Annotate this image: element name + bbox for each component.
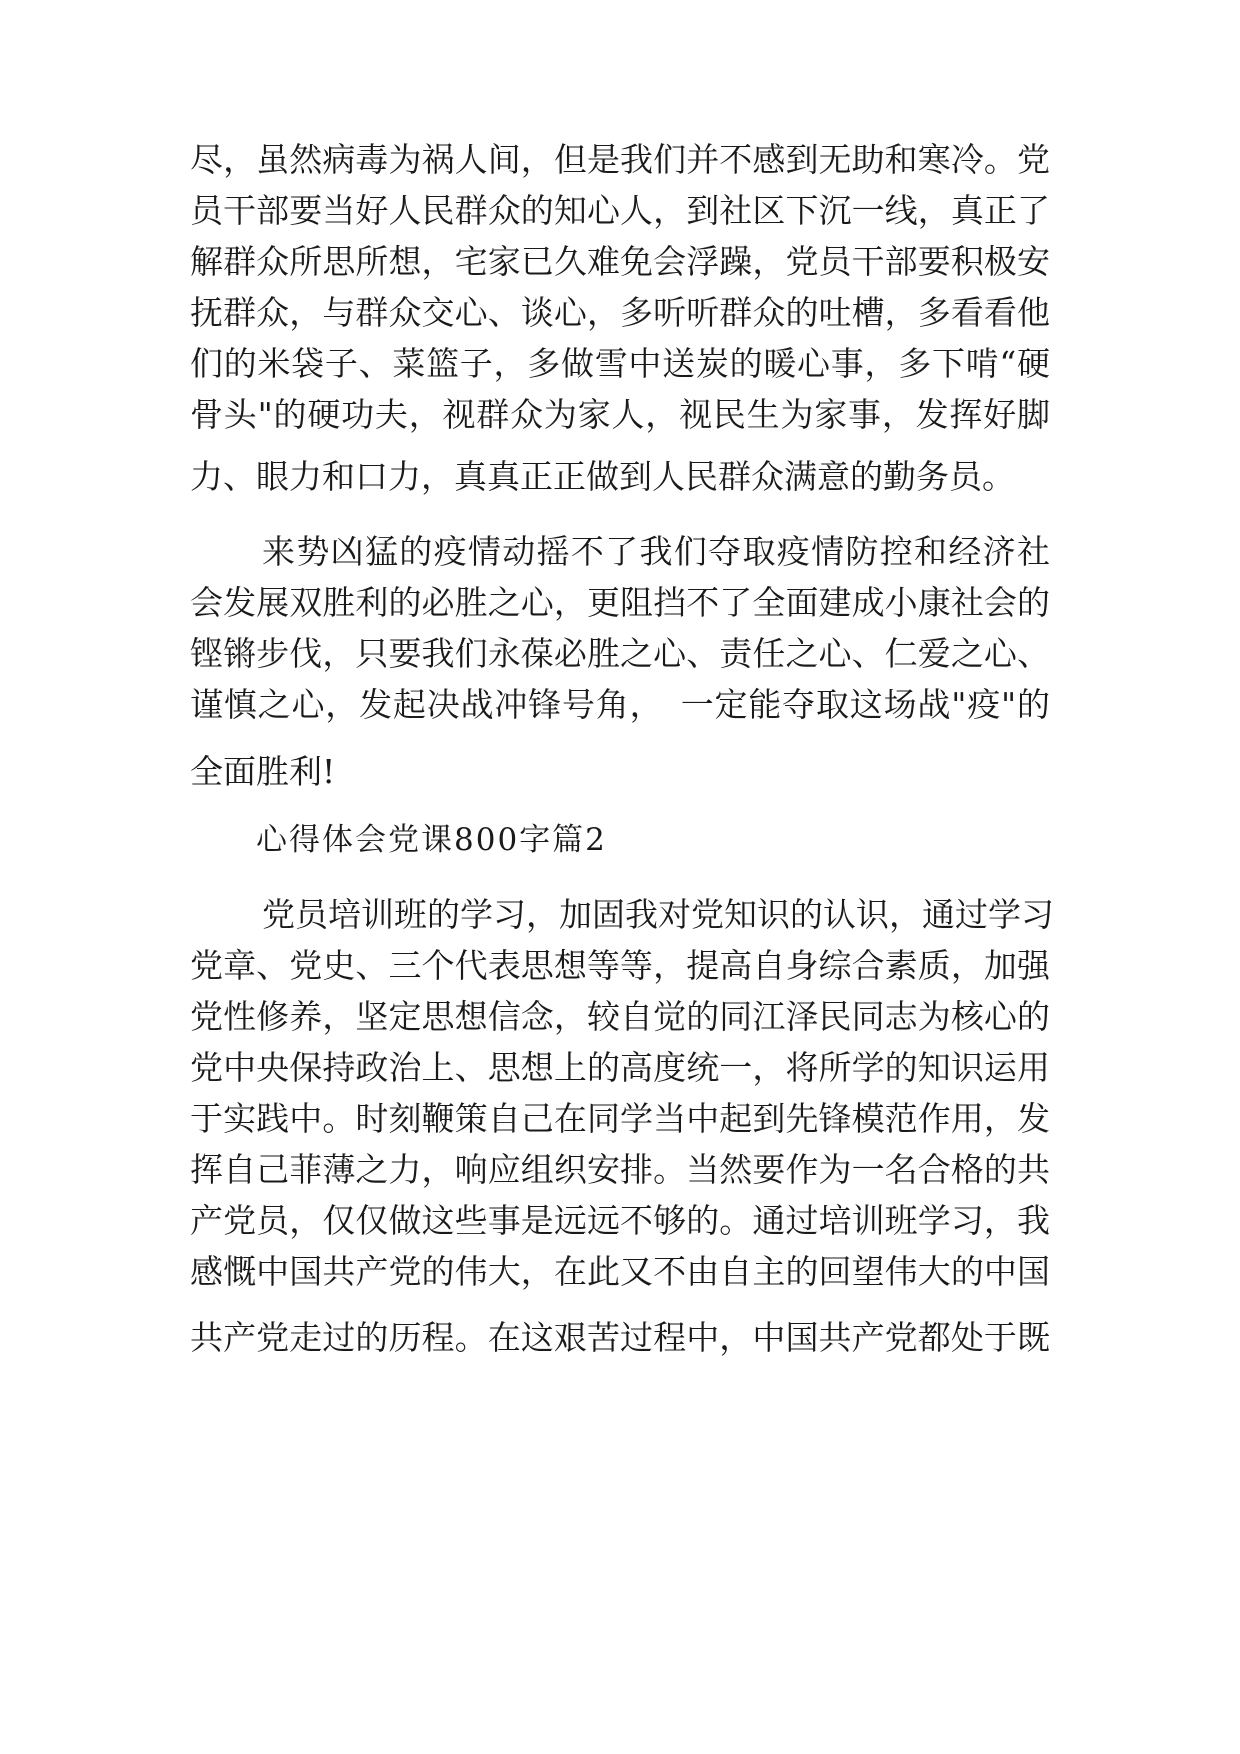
text-line: 产党员，仅仅做这些事是远远不够的。通过培训班学习，我 xyxy=(190,1201,1050,1240)
text-line: 来势凶猛的疫情动摇不了我们夺取疫情防控和经济社 xyxy=(262,532,1050,571)
text-line: 党章、党史、三个代表思想等等，提高自身综合素质，加强 xyxy=(190,946,1050,985)
text-line: 挥自己菲薄之力，响应组织安排。当然要作为一名合格的共 xyxy=(190,1150,1050,1189)
text-line: 会发展双胜利的必胜之心，更阻挡不了全面建成小康社会的 xyxy=(190,583,1050,622)
text-line: 感慨中国共产党的伟大，在此又不由自主的回望伟大的中国 xyxy=(190,1252,1050,1291)
text-line: 员干部要当好人民群众的知心人，到社区下沉一线，真正了 xyxy=(190,191,1050,230)
text-line: 骨头"的硬功夫，视群众为家人，视民生为家事，发挥好脚 xyxy=(190,395,1050,434)
text-line: 于实践中。时刻鞭策自己在同学当中起到先锋模范作用，发 xyxy=(190,1099,1050,1138)
text-line: 谨慎之心，发起决战冲锋号角， 一定能夺取这场战"疫"的 xyxy=(190,685,1050,724)
text-line: 解群众所思所想，宅家已久难免会浮躁，党员干部要积极安 xyxy=(190,242,1050,281)
text-line: 尽，虽然病毒为祸人间，但是我们并不感到无助和寒冷。党 xyxy=(190,140,1050,179)
text-line: 共产党走过的历程。在这艰苦过程中，中国共产党都处于既 xyxy=(190,1318,1050,1357)
section-heading: 心得体会党课800字篇2 xyxy=(256,822,607,858)
text-line: 抚群众，与群众交心、谈心，多听听群众的吐槽，多看看他 xyxy=(190,293,1050,332)
text-line: 全面胜利! xyxy=(190,752,336,791)
text-line: 党中央保持政治上、思想上的高度统一，将所学的知识运用 xyxy=(190,1048,1050,1087)
text-line: 力、眼力和口力，真真正正做到人民群众满意的勤务员。 xyxy=(190,457,1015,496)
text-line: 党员培训班的学习，加固我对党知识的认识，通过学习 xyxy=(262,895,1054,934)
text-line: 党性修养，坚定思想信念，较自觉的同江泽民同志为核心的 xyxy=(190,997,1050,1036)
text-line: 铿锵步伐，只要我们永葆必胜之心、责任之心、仁爱之心、 xyxy=(190,634,1050,673)
text-line: 们的米袋子、菜篮子，多做雪中送炭的暖心事，多下啃“硬 xyxy=(190,344,1050,383)
